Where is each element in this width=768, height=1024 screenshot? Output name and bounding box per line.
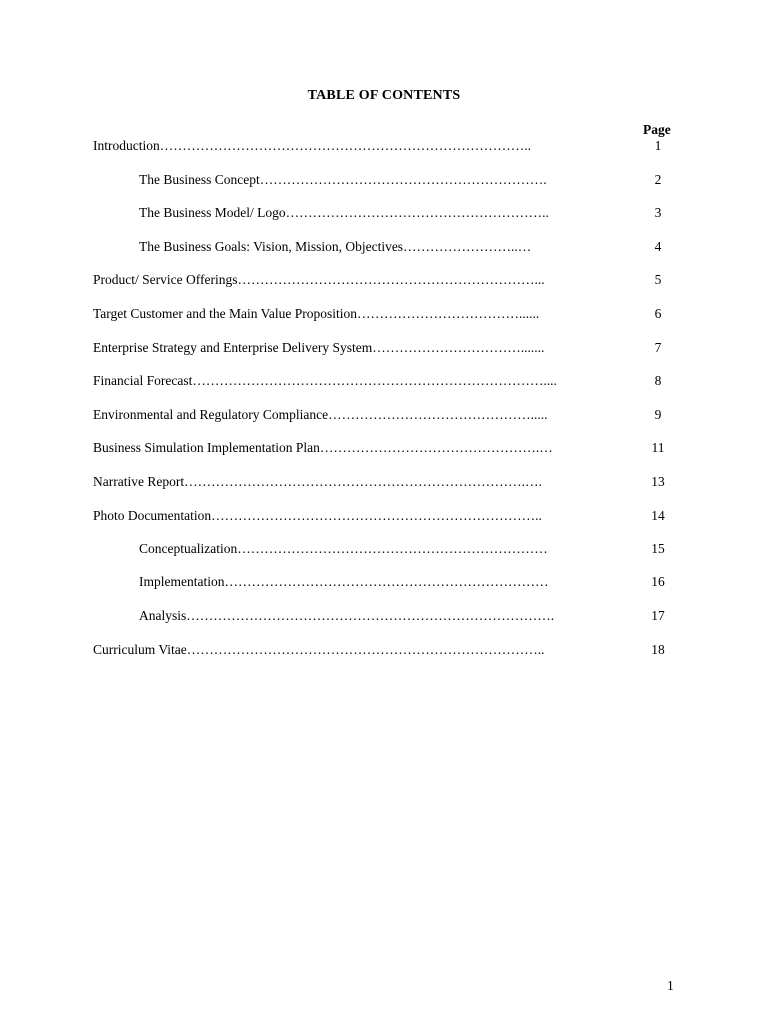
toc-entry (0, 438, 768, 458)
toc-entry-title: The Business Goals: Vision, Mission, Objectives……………………..… (139, 239, 532, 254)
toc-entry-page: 18 (651, 642, 665, 657)
toc-entry-title: Business Simulation Implementation Plan………………………………………….… (93, 440, 553, 455)
toc-entry-title: Target Customer and the Main Value Proposition………………………………...... (93, 306, 540, 321)
toc-entry (0, 170, 768, 190)
toc-entry (0, 338, 768, 358)
toc-entry-page: 15 (651, 541, 665, 556)
toc-entry-title: Environmental and Regulatory Compliance………………………………………..... (93, 407, 548, 422)
toc-entry-title: Analysis………………………………………………………………………. (139, 608, 555, 623)
toc-entry-page: 16 (651, 574, 665, 589)
toc-entry (0, 606, 768, 626)
toc-entry-page: 3 (654, 205, 662, 220)
toc-entry (0, 237, 768, 257)
toc-entry-page: 13 (651, 474, 665, 489)
toc-entry-page: 11 (651, 440, 665, 455)
toc-entry-title: Curriculum Vitae…………………………………………………………………….. (93, 642, 545, 657)
toc-entry (0, 640, 768, 660)
toc-entry-page: 6 (654, 306, 662, 321)
toc-entry-page: 8 (654, 373, 662, 388)
toc-entry-page: 14 (651, 508, 665, 523)
toc-entry (0, 270, 768, 290)
toc-entry (0, 304, 768, 324)
toc-entry-page: 2 (654, 172, 662, 187)
toc-entry-page: 4 (654, 239, 662, 254)
footer-page-number: 1 (667, 978, 674, 993)
toc-entry-title: Financial Forecast…………………………………………………………………….... (93, 373, 557, 388)
toc-entry-title: Implementation……………………………………………………………… (139, 574, 549, 589)
toc-entry-title: Introduction……………………………………………………………………….. (93, 138, 531, 153)
toc-entry-page: 17 (651, 608, 665, 623)
toc-entry-page: 1 (654, 138, 662, 153)
toc-entry-page: 7 (654, 340, 662, 355)
toc-entry (0, 371, 768, 391)
toc-entry (0, 506, 768, 526)
toc-entry-title: Photo Documentation……………………………………………………………….. (93, 508, 542, 523)
toc-entry-title: Conceptualization…………………………………………………………… (139, 541, 548, 556)
toc-entry-title: Enterprise Strategy and Enterprise Delivery System……………………………....... (93, 340, 545, 355)
toc-entry (0, 472, 768, 492)
toc-entry-title: Narrative Report………………………………………………………………….…. (93, 474, 542, 489)
toc-entry-title: The Business Model/ Logo………………………………………………….. (139, 205, 549, 220)
toc-title: TABLE OF CONTENTS (307, 88, 461, 103)
toc-entry (0, 405, 768, 425)
toc-entry (0, 203, 768, 223)
toc-entry-page: 9 (654, 407, 662, 422)
toc-entry-title: Product/ Service Offerings…………………………………………………………... (93, 272, 545, 287)
toc-entry (0, 136, 768, 156)
toc-entry (0, 572, 768, 592)
toc-entry-page: 5 (654, 272, 662, 287)
toc-entry-title: The Business Concept………………………………………………………. (139, 172, 547, 187)
toc-entry (0, 539, 768, 559)
page-column-header: Page (643, 122, 671, 137)
